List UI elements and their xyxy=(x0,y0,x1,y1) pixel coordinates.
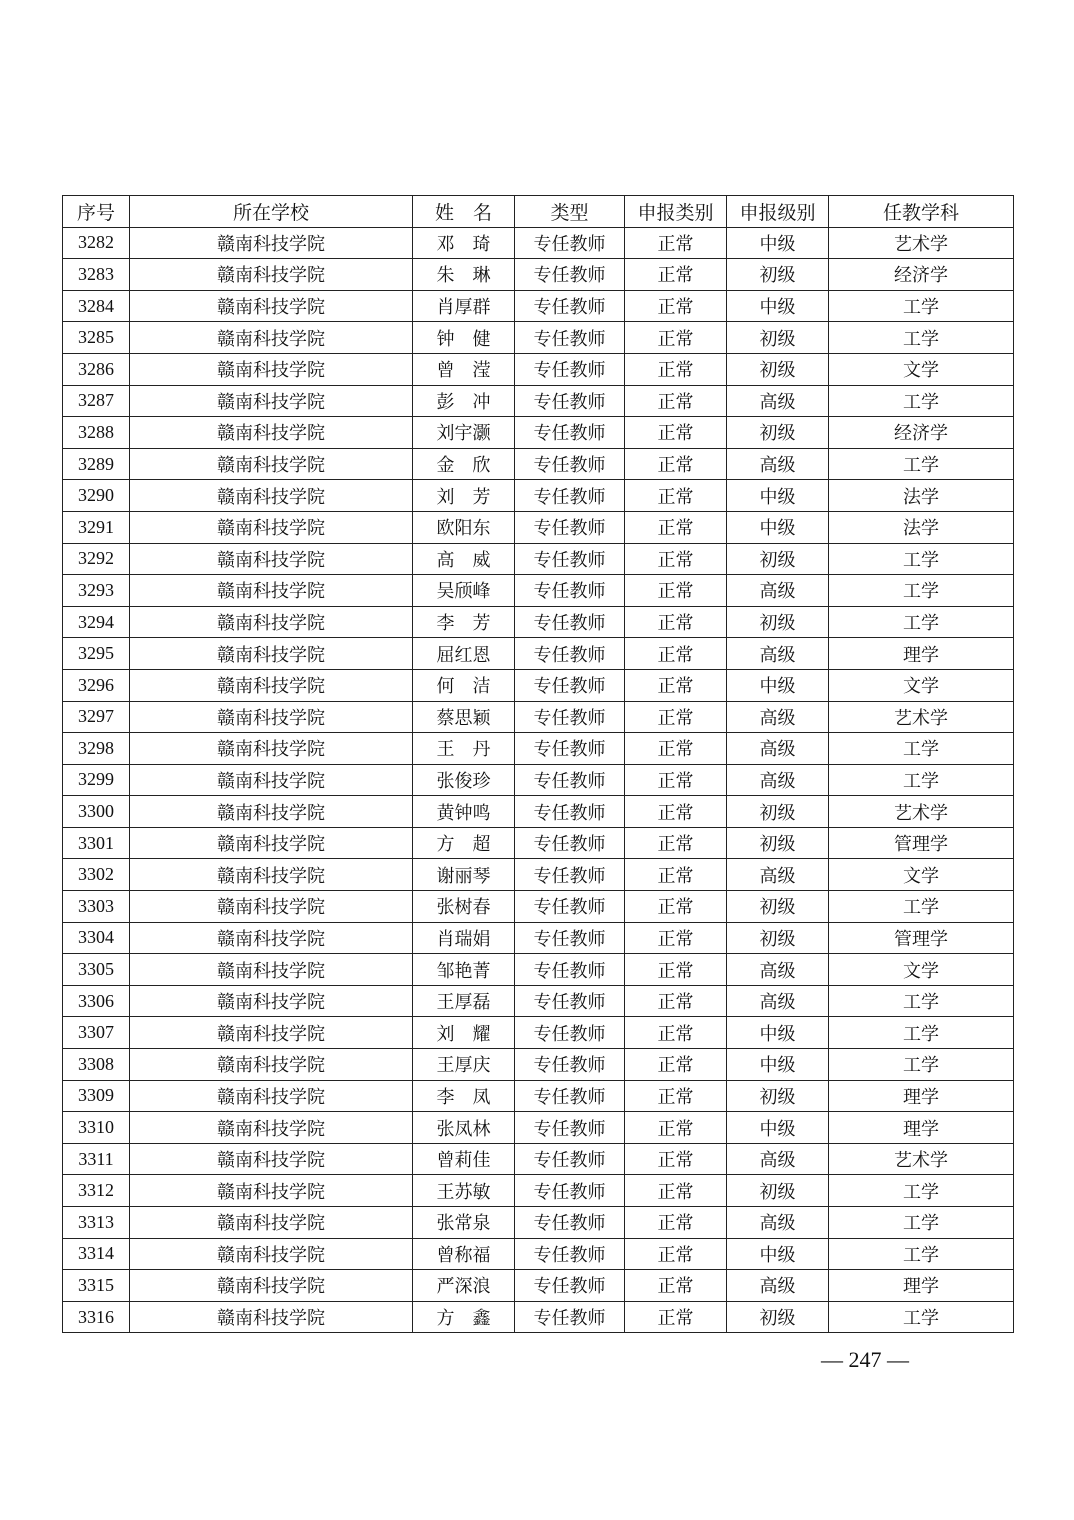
table-row xyxy=(63,796,1014,828)
cell-name: 曾 滢 xyxy=(413,353,515,385)
cell-subject: 理学 xyxy=(829,638,1014,670)
cell-application-level: 高级 xyxy=(727,575,829,607)
table-row xyxy=(63,1143,1014,1175)
cell-application-category: 正常 xyxy=(625,1175,727,1207)
cell-serial-number: 3306 xyxy=(63,985,130,1017)
header-school: 所在学校 xyxy=(130,196,413,228)
cell-subject: 工学 xyxy=(829,1238,1014,1270)
cell-school: 赣南科技学院 xyxy=(130,1049,413,1081)
cell-school: 赣南科技学院 xyxy=(130,1175,413,1207)
cell-serial-number: 3292 xyxy=(63,543,130,575)
table-row xyxy=(63,1270,1014,1302)
cell-application-category: 正常 xyxy=(625,1143,727,1175)
cell-application-level: 中级 xyxy=(727,1112,829,1144)
cell-subject: 法学 xyxy=(829,480,1014,512)
cell-application-level: 初级 xyxy=(727,1175,829,1207)
table-row xyxy=(63,1080,1014,1112)
cell-application-level: 高级 xyxy=(727,701,829,733)
cell-school: 赣南科技学院 xyxy=(130,859,413,891)
cell-name: 王苏敏 xyxy=(413,1175,515,1207)
cell-type: 专任教师 xyxy=(515,1207,625,1239)
cell-type: 专任教师 xyxy=(515,1049,625,1081)
cell-type: 专任教师 xyxy=(515,1270,625,1302)
cell-type: 专任教师 xyxy=(515,764,625,796)
cell-application-category: 正常 xyxy=(625,859,727,891)
cell-type: 专任教师 xyxy=(515,669,625,701)
cell-application-level: 初级 xyxy=(727,796,829,828)
cell-serial-number: 3297 xyxy=(63,701,130,733)
table-row xyxy=(63,543,1014,575)
cell-application-category: 正常 xyxy=(625,669,727,701)
cell-application-level: 初级 xyxy=(727,353,829,385)
table-row xyxy=(63,448,1014,480)
roster-table xyxy=(62,195,1014,1333)
cell-name: 邹艳菁 xyxy=(413,954,515,986)
cell-name: 李 凤 xyxy=(413,1080,515,1112)
cell-school: 赣南科技学院 xyxy=(130,1301,413,1333)
cell-subject: 工学 xyxy=(829,985,1014,1017)
cell-application-level: 高级 xyxy=(727,859,829,891)
cell-name: 方 鑫 xyxy=(413,1301,515,1333)
cell-subject: 工学 xyxy=(829,764,1014,796)
cell-type: 专任教师 xyxy=(515,1143,625,1175)
cell-type: 专任教师 xyxy=(515,511,625,543)
cell-application-category: 正常 xyxy=(625,385,727,417)
cell-name: 屈红恩 xyxy=(413,638,515,670)
cell-application-level: 初级 xyxy=(727,417,829,449)
cell-application-category: 正常 xyxy=(625,322,727,354)
cell-type: 专任教师 xyxy=(515,733,625,765)
cell-subject: 工学 xyxy=(829,733,1014,765)
cell-application-level: 高级 xyxy=(727,985,829,1017)
cell-school: 赣南科技学院 xyxy=(130,448,413,480)
cell-type: 专任教师 xyxy=(515,353,625,385)
cell-application-category: 正常 xyxy=(625,1017,727,1049)
cell-subject: 工学 xyxy=(829,322,1014,354)
table-row xyxy=(63,701,1014,733)
page-number: — 247 — xyxy=(821,1347,909,1372)
cell-subject: 法学 xyxy=(829,511,1014,543)
cell-application-level: 高级 xyxy=(727,638,829,670)
cell-name: 王厚磊 xyxy=(413,985,515,1017)
cell-application-category: 正常 xyxy=(625,891,727,923)
cell-subject: 文学 xyxy=(829,859,1014,891)
cell-application-level: 中级 xyxy=(727,669,829,701)
cell-serial-number: 3310 xyxy=(63,1112,130,1144)
cell-application-level: 高级 xyxy=(727,1143,829,1175)
cell-name: 黄钟鸣 xyxy=(413,796,515,828)
cell-application-category: 正常 xyxy=(625,1238,727,1270)
cell-application-level: 初级 xyxy=(727,543,829,575)
cell-name: 王厚庆 xyxy=(413,1049,515,1081)
table-row xyxy=(63,575,1014,607)
cell-type: 专任教师 xyxy=(515,1112,625,1144)
cell-name: 张俊珍 xyxy=(413,764,515,796)
cell-serial-number: 3283 xyxy=(63,259,130,291)
cell-school: 赣南科技学院 xyxy=(130,985,413,1017)
cell-subject: 文学 xyxy=(829,669,1014,701)
header-name: 姓 名 xyxy=(413,196,515,228)
cell-school: 赣南科技学院 xyxy=(130,954,413,986)
cell-application-level: 中级 xyxy=(727,1049,829,1081)
cell-application-category: 正常 xyxy=(625,543,727,575)
cell-school: 赣南科技学院 xyxy=(130,1017,413,1049)
cell-subject: 文学 xyxy=(829,353,1014,385)
cell-subject: 工学 xyxy=(829,290,1014,322)
table-row xyxy=(63,985,1014,1017)
cell-application-category: 正常 xyxy=(625,353,727,385)
cell-name: 方 超 xyxy=(413,827,515,859)
cell-serial-number: 3312 xyxy=(63,1175,130,1207)
table-row xyxy=(63,891,1014,923)
table-row xyxy=(63,606,1014,638)
table-row xyxy=(63,322,1014,354)
cell-serial-number: 3284 xyxy=(63,290,130,322)
table-row xyxy=(63,827,1014,859)
cell-serial-number: 3308 xyxy=(63,1049,130,1081)
cell-type: 专任教师 xyxy=(515,638,625,670)
cell-application-level: 初级 xyxy=(727,1080,829,1112)
cell-name: 李 芳 xyxy=(413,606,515,638)
cell-school: 赣南科技学院 xyxy=(130,1270,413,1302)
cell-school: 赣南科技学院 xyxy=(130,385,413,417)
cell-application-level: 高级 xyxy=(727,764,829,796)
cell-application-category: 正常 xyxy=(625,701,727,733)
table-row xyxy=(63,764,1014,796)
cell-subject: 工学 xyxy=(829,1049,1014,1081)
cell-school: 赣南科技学院 xyxy=(130,353,413,385)
cell-name: 欧阳东 xyxy=(413,511,515,543)
cell-application-level: 中级 xyxy=(727,480,829,512)
cell-name: 何 洁 xyxy=(413,669,515,701)
table-row xyxy=(63,1207,1014,1239)
cell-serial-number: 3293 xyxy=(63,575,130,607)
cell-application-level: 初级 xyxy=(727,891,829,923)
cell-subject: 工学 xyxy=(829,891,1014,923)
cell-type: 专任教师 xyxy=(515,985,625,1017)
table-row xyxy=(63,954,1014,986)
cell-subject: 工学 xyxy=(829,606,1014,638)
cell-school: 赣南科技学院 xyxy=(130,669,413,701)
cell-name: 蔡思颖 xyxy=(413,701,515,733)
cell-application-category: 正常 xyxy=(625,448,727,480)
cell-type: 专任教师 xyxy=(515,322,625,354)
cell-serial-number: 3303 xyxy=(63,891,130,923)
cell-school: 赣南科技学院 xyxy=(130,827,413,859)
cell-type: 专任教师 xyxy=(515,701,625,733)
cell-application-level: 初级 xyxy=(727,1301,829,1333)
cell-type: 专任教师 xyxy=(515,606,625,638)
cell-application-category: 正常 xyxy=(625,259,727,291)
cell-name: 金 欣 xyxy=(413,448,515,480)
cell-subject: 理学 xyxy=(829,1112,1014,1144)
cell-application-level: 中级 xyxy=(727,290,829,322)
cell-name: 曾称福 xyxy=(413,1238,515,1270)
cell-school: 赣南科技学院 xyxy=(130,1207,413,1239)
cell-school: 赣南科技学院 xyxy=(130,701,413,733)
cell-type: 专任教师 xyxy=(515,385,625,417)
cell-subject: 工学 xyxy=(829,1175,1014,1207)
header-application-category: 申报类别 xyxy=(625,196,727,228)
cell-school: 赣南科技学院 xyxy=(130,796,413,828)
cell-school: 赣南科技学院 xyxy=(130,1143,413,1175)
cell-type: 专任教师 xyxy=(515,575,625,607)
cell-name: 张常泉 xyxy=(413,1207,515,1239)
cell-name: 刘宇灏 xyxy=(413,417,515,449)
cell-subject: 经济学 xyxy=(829,259,1014,291)
cell-name: 刘 耀 xyxy=(413,1017,515,1049)
cell-serial-number: 3315 xyxy=(63,1270,130,1302)
cell-subject: 艺术学 xyxy=(829,796,1014,828)
cell-name: 高 威 xyxy=(413,543,515,575)
header-serial-number: 序号 xyxy=(63,196,130,228)
cell-serial-number: 3309 xyxy=(63,1080,130,1112)
cell-school: 赣南科技学院 xyxy=(130,511,413,543)
cell-school: 赣南科技学院 xyxy=(130,417,413,449)
table-row xyxy=(63,922,1014,954)
cell-type: 专任教师 xyxy=(515,1017,625,1049)
cell-type: 专任教师 xyxy=(515,1238,625,1270)
table-row xyxy=(63,1049,1014,1081)
cell-application-category: 正常 xyxy=(625,764,727,796)
cell-school: 赣南科技学院 xyxy=(130,1080,413,1112)
table-row xyxy=(63,859,1014,891)
cell-school: 赣南科技学院 xyxy=(130,290,413,322)
cell-subject: 工学 xyxy=(829,1017,1014,1049)
cell-application-category: 正常 xyxy=(625,827,727,859)
cell-name: 谢丽琴 xyxy=(413,859,515,891)
cell-application-level: 初级 xyxy=(727,827,829,859)
cell-school: 赣南科技学院 xyxy=(130,733,413,765)
table-row xyxy=(63,669,1014,701)
cell-serial-number: 3298 xyxy=(63,733,130,765)
header-row xyxy=(63,196,1014,228)
header-application-level: 申报级别 xyxy=(727,196,829,228)
cell-name: 彭 冲 xyxy=(413,385,515,417)
cell-school: 赣南科技学院 xyxy=(130,638,413,670)
cell-application-category: 正常 xyxy=(625,417,727,449)
cell-serial-number: 3311 xyxy=(63,1143,130,1175)
cell-school: 赣南科技学院 xyxy=(130,322,413,354)
cell-serial-number: 3300 xyxy=(63,796,130,828)
cell-school: 赣南科技学院 xyxy=(130,1238,413,1270)
table-row xyxy=(63,417,1014,449)
cell-subject: 工学 xyxy=(829,385,1014,417)
cell-school: 赣南科技学院 xyxy=(130,606,413,638)
cell-application-category: 正常 xyxy=(625,1080,727,1112)
cell-application-level: 高级 xyxy=(727,385,829,417)
cell-serial-number: 3291 xyxy=(63,511,130,543)
cell-application-category: 正常 xyxy=(625,480,727,512)
cell-type: 专任教师 xyxy=(515,954,625,986)
table-row xyxy=(63,353,1014,385)
cell-type: 专任教师 xyxy=(515,290,625,322)
cell-serial-number: 3289 xyxy=(63,448,130,480)
table-row xyxy=(63,733,1014,765)
cell-application-category: 正常 xyxy=(625,1112,727,1144)
table-row xyxy=(63,1175,1014,1207)
cell-application-level: 中级 xyxy=(727,1017,829,1049)
cell-type: 专任教师 xyxy=(515,543,625,575)
cell-serial-number: 3307 xyxy=(63,1017,130,1049)
header-subject: 任教学科 xyxy=(829,196,1014,228)
cell-type: 专任教师 xyxy=(515,259,625,291)
header-type: 类型 xyxy=(515,196,625,228)
table-row xyxy=(63,480,1014,512)
cell-type: 专任教师 xyxy=(515,796,625,828)
cell-serial-number: 3290 xyxy=(63,480,130,512)
cell-application-category: 正常 xyxy=(625,733,727,765)
cell-application-category: 正常 xyxy=(625,606,727,638)
cell-application-category: 正常 xyxy=(625,511,727,543)
cell-application-level: 高级 xyxy=(727,1207,829,1239)
cell-application-category: 正常 xyxy=(625,1301,727,1333)
cell-application-category: 正常 xyxy=(625,1207,727,1239)
cell-school: 赣南科技学院 xyxy=(130,227,413,259)
cell-serial-number: 3304 xyxy=(63,922,130,954)
table-row xyxy=(63,1301,1014,1333)
cell-school: 赣南科技学院 xyxy=(130,922,413,954)
cell-application-level: 高级 xyxy=(727,448,829,480)
cell-serial-number: 3299 xyxy=(63,764,130,796)
cell-type: 专任教师 xyxy=(515,448,625,480)
cell-application-level: 高级 xyxy=(727,954,829,986)
cell-subject: 管理学 xyxy=(829,922,1014,954)
cell-serial-number: 3313 xyxy=(63,1207,130,1239)
cell-type: 专任教师 xyxy=(515,891,625,923)
cell-type: 专任教师 xyxy=(515,1080,625,1112)
cell-serial-number: 3301 xyxy=(63,827,130,859)
table-row xyxy=(63,1238,1014,1270)
cell-school: 赣南科技学院 xyxy=(130,1112,413,1144)
cell-type: 专任教师 xyxy=(515,417,625,449)
cell-application-category: 正常 xyxy=(625,290,727,322)
cell-name: 朱 琳 xyxy=(413,259,515,291)
cell-name: 严深浪 xyxy=(413,1270,515,1302)
cell-subject: 工学 xyxy=(829,575,1014,607)
cell-serial-number: 3294 xyxy=(63,606,130,638)
cell-name: 肖瑞娟 xyxy=(413,922,515,954)
cell-name: 吴颀峰 xyxy=(413,575,515,607)
cell-application-level: 初级 xyxy=(727,259,829,291)
cell-application-level: 中级 xyxy=(727,511,829,543)
cell-serial-number: 3282 xyxy=(63,227,130,259)
cell-subject: 理学 xyxy=(829,1080,1014,1112)
cell-serial-number: 3288 xyxy=(63,417,130,449)
cell-application-level: 初级 xyxy=(727,606,829,638)
cell-school: 赣南科技学院 xyxy=(130,259,413,291)
cell-serial-number: 3296 xyxy=(63,669,130,701)
cell-name: 张凤林 xyxy=(413,1112,515,1144)
cell-application-category: 正常 xyxy=(625,1049,727,1081)
cell-serial-number: 3305 xyxy=(63,954,130,986)
cell-application-category: 正常 xyxy=(625,575,727,607)
table-row xyxy=(63,290,1014,322)
cell-name: 曾莉佳 xyxy=(413,1143,515,1175)
cell-application-category: 正常 xyxy=(625,796,727,828)
cell-school: 赣南科技学院 xyxy=(130,891,413,923)
cell-subject: 工学 xyxy=(829,448,1014,480)
cell-application-category: 正常 xyxy=(625,985,727,1017)
cell-type: 专任教师 xyxy=(515,922,625,954)
cell-serial-number: 3316 xyxy=(63,1301,130,1333)
cell-application-level: 高级 xyxy=(727,733,829,765)
cell-subject: 艺术学 xyxy=(829,227,1014,259)
table-row xyxy=(63,1017,1014,1049)
cell-school: 赣南科技学院 xyxy=(130,764,413,796)
cell-serial-number: 3302 xyxy=(63,859,130,891)
cell-type: 专任教师 xyxy=(515,227,625,259)
cell-serial-number: 3285 xyxy=(63,322,130,354)
cell-serial-number: 3286 xyxy=(63,353,130,385)
cell-subject: 工学 xyxy=(829,1207,1014,1239)
cell-type: 专任教师 xyxy=(515,827,625,859)
cell-application-level: 中级 xyxy=(727,1238,829,1270)
cell-school: 赣南科技学院 xyxy=(130,543,413,575)
cell-subject: 管理学 xyxy=(829,827,1014,859)
cell-subject: 经济学 xyxy=(829,417,1014,449)
table-row xyxy=(63,638,1014,670)
cell-subject: 工学 xyxy=(829,543,1014,575)
cell-application-level: 初级 xyxy=(727,322,829,354)
cell-serial-number: 3287 xyxy=(63,385,130,417)
cell-application-category: 正常 xyxy=(625,638,727,670)
cell-subject: 理学 xyxy=(829,1270,1014,1302)
cell-name: 刘 芳 xyxy=(413,480,515,512)
cell-application-category: 正常 xyxy=(625,227,727,259)
cell-subject: 文学 xyxy=(829,954,1014,986)
table-row xyxy=(63,227,1014,259)
cell-serial-number: 3295 xyxy=(63,638,130,670)
table-row xyxy=(63,511,1014,543)
cell-name: 邓 琦 xyxy=(413,227,515,259)
cell-application-level: 中级 xyxy=(727,227,829,259)
table-row xyxy=(63,1112,1014,1144)
cell-name: 王 丹 xyxy=(413,733,515,765)
cell-type: 专任教师 xyxy=(515,1175,625,1207)
cell-subject: 艺术学 xyxy=(829,701,1014,733)
cell-name: 肖厚群 xyxy=(413,290,515,322)
cell-school: 赣南科技学院 xyxy=(130,480,413,512)
cell-application-level: 高级 xyxy=(727,1270,829,1302)
cell-application-category: 正常 xyxy=(625,1270,727,1302)
cell-name: 张树春 xyxy=(413,891,515,923)
cell-school: 赣南科技学院 xyxy=(130,575,413,607)
cell-subject: 工学 xyxy=(829,1301,1014,1333)
cell-type: 专任教师 xyxy=(515,1301,625,1333)
cell-application-level: 初级 xyxy=(727,922,829,954)
cell-type: 专任教师 xyxy=(515,480,625,512)
table-row xyxy=(63,259,1014,291)
cell-application-category: 正常 xyxy=(625,922,727,954)
table-body xyxy=(63,227,1014,1333)
cell-subject: 艺术学 xyxy=(829,1143,1014,1175)
table-row xyxy=(63,385,1014,417)
cell-name: 钟 健 xyxy=(413,322,515,354)
cell-application-category: 正常 xyxy=(625,954,727,986)
cell-type: 专任教师 xyxy=(515,859,625,891)
cell-serial-number: 3314 xyxy=(63,1238,130,1270)
